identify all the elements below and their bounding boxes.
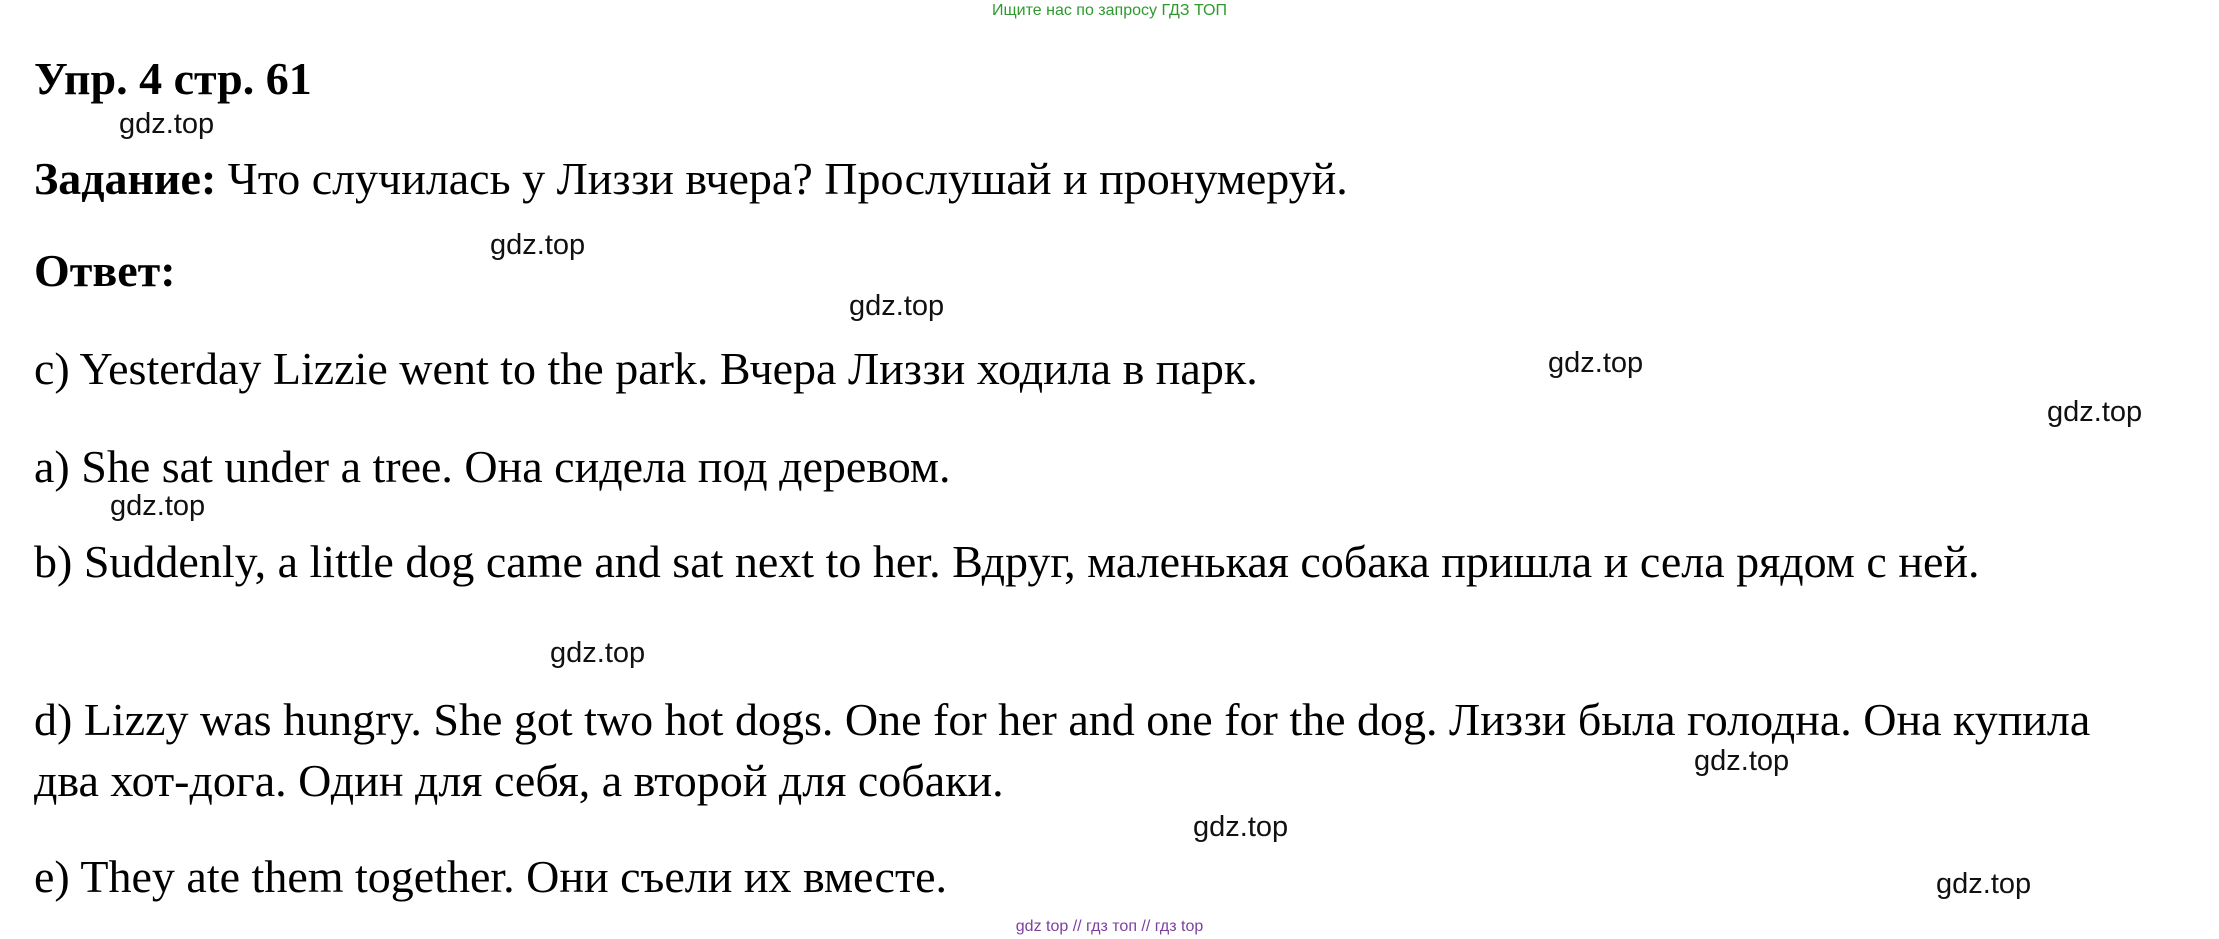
bottom-banner: gdz top // гдз топ // гдз top [1015, 918, 1204, 935]
task-line [34, 152, 1348, 206]
answer-e: e) They ate them together. Они съели их вместе. [34, 851, 947, 902]
watermark: gdz.top [1193, 811, 1289, 843]
answer-d: d) Lizzy was hungry. She got two hot dogs. One for her and one for the dog. Лиззи была голодна. Она купила два хот-дога. Один для себя, а второй для собаки. [34, 694, 2091, 806]
watermark: gdz.top [550, 637, 646, 669]
answer-b: b) Suddenly, a little dog came and sat next to her. Вдруг, маленькая собака пришла и села рядом с ней. [34, 536, 1980, 587]
task-label: Задание: [34, 153, 217, 204]
watermark: gdz.top [1936, 868, 2032, 900]
page-title: Упр. 4 стр. 61 [34, 53, 312, 104]
task-text: Что случилась у Лиззи вчера? Прослушай и пронумеруй. [216, 153, 1348, 204]
watermark: gdz.top [2047, 396, 2143, 428]
watermark: gdz.top [490, 229, 586, 261]
watermark: gdz.top [849, 290, 945, 322]
watermark: gdz.top [119, 108, 215, 140]
answer-heading: Ответ: [34, 245, 176, 296]
watermark: gdz.top [1548, 347, 1644, 379]
watermark: gdz.top [1694, 745, 1790, 777]
answer-a: a) She sat under a tree. Она сидела под деревом. [34, 441, 951, 492]
answer-c: c) Yesterday Lizzie went to the park. Вчера Лиззи ходила в парк. [34, 343, 1258, 394]
watermark: gdz.top [110, 490, 206, 522]
top-banner: Ищите нас по запросу ГДЗ ТОП [992, 2, 1227, 19]
